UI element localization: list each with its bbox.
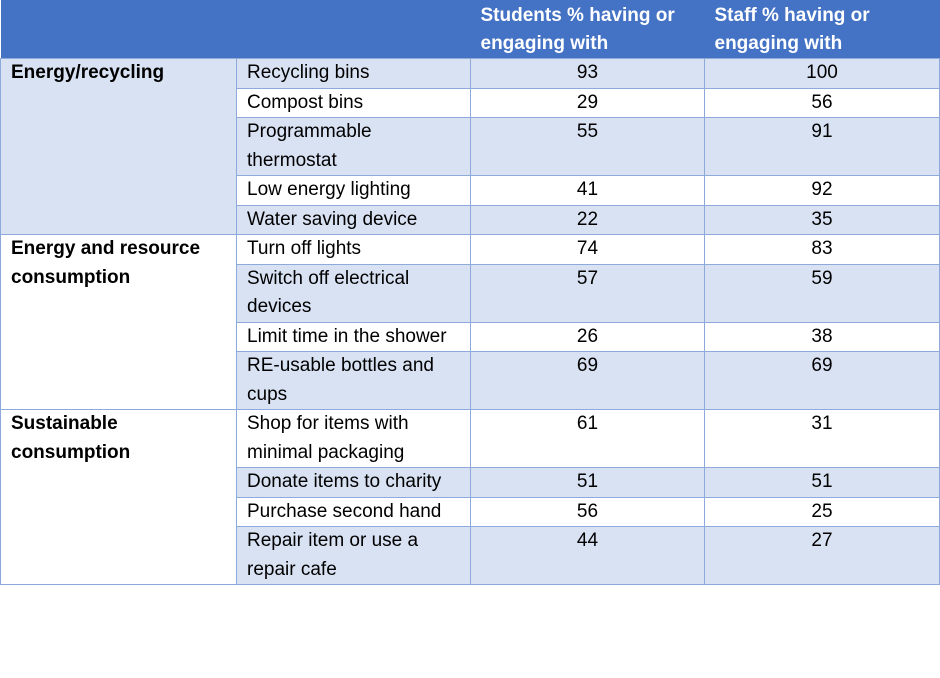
item-label: Limit time in the shower (237, 322, 471, 352)
staff-value: 25 (705, 497, 940, 527)
students-value: 74 (471, 235, 705, 265)
staff-value: 51 (705, 468, 940, 498)
staff-value: 59 (705, 264, 940, 322)
group-label: Energy/recycling (1, 59, 237, 235)
table-header (1, 0, 940, 59)
header-item (237, 0, 471, 59)
item-label: Compost bins (237, 88, 471, 118)
students-value: 51 (471, 468, 705, 498)
students-value: 41 (471, 176, 705, 206)
item-label: Donate items to charity (237, 468, 471, 498)
group-label: Sustainable consumption (1, 410, 237, 585)
staff-value: 27 (705, 527, 940, 585)
students-value: 55 (471, 118, 705, 176)
table-row (1, 410, 940, 468)
staff-value: 56 (705, 88, 940, 118)
item-label: Shop for items with minimal packaging (237, 410, 471, 468)
item-label: Water saving device (237, 205, 471, 235)
students-value: 69 (471, 352, 705, 410)
item-label: Switch off electrical devices (237, 264, 471, 322)
staff-value: 31 (705, 410, 940, 468)
table-row (1, 235, 940, 265)
header-staff: Staff % having or engaging with (705, 0, 940, 59)
header-category (1, 0, 237, 59)
item-label: Recycling bins (237, 59, 471, 89)
item-label: Programmable thermostat (237, 118, 471, 176)
staff-value: 100 (705, 59, 940, 89)
staff-value: 69 (705, 352, 940, 410)
table-body (1, 59, 940, 585)
group-label: Energy and resource consumption (1, 235, 237, 410)
header-row (1, 0, 940, 59)
item-label: Purchase second hand (237, 497, 471, 527)
students-value: 22 (471, 205, 705, 235)
students-value: 93 (471, 59, 705, 89)
staff-value: 38 (705, 322, 940, 352)
students-value: 29 (471, 88, 705, 118)
table-row (1, 59, 940, 89)
students-value: 44 (471, 527, 705, 585)
header-students: Students % having or engaging with (471, 0, 705, 59)
students-value: 61 (471, 410, 705, 468)
item-label: RE-usable bottles and cups (237, 352, 471, 410)
item-label: Low energy lighting (237, 176, 471, 206)
staff-value: 35 (705, 205, 940, 235)
item-label: Turn off lights (237, 235, 471, 265)
staff-value: 83 (705, 235, 940, 265)
students-value: 57 (471, 264, 705, 322)
item-label: Repair item or use a repair cafe (237, 527, 471, 585)
students-value: 56 (471, 497, 705, 527)
staff-value: 91 (705, 118, 940, 176)
staff-value: 92 (705, 176, 940, 206)
students-value: 26 (471, 322, 705, 352)
